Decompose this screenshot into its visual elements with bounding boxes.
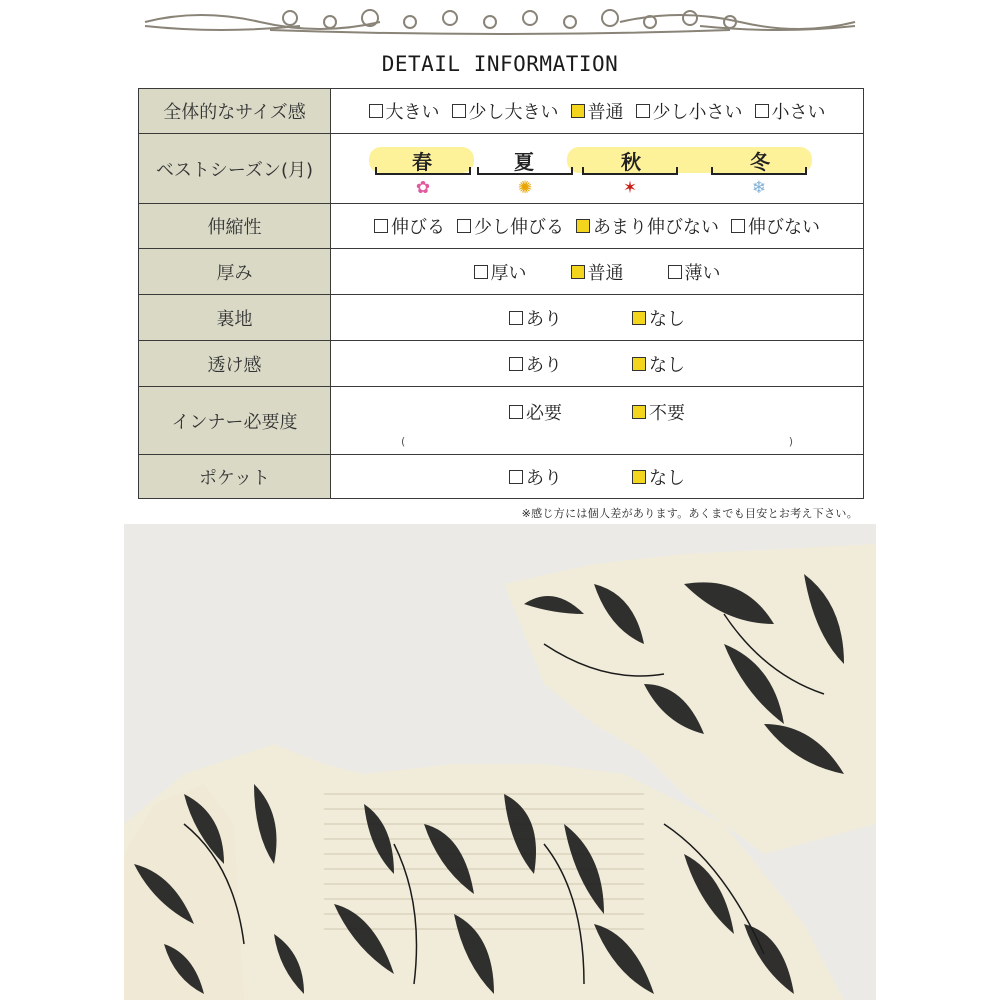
option-item <box>457 213 564 239</box>
option-label: 普通 <box>587 102 624 123</box>
option-item <box>509 464 562 490</box>
option-label: 少し小さい <box>652 102 743 123</box>
value-thickness <box>331 249 864 295</box>
option-label: 伸びない <box>748 217 820 238</box>
option-label: 必要 <box>526 403 562 424</box>
label-sheer: 透け感 <box>139 341 331 387</box>
option-item <box>509 305 562 331</box>
option-item <box>474 259 527 285</box>
options-inner <box>331 399 863 425</box>
option-item <box>576 213 719 239</box>
row-lining <box>139 295 864 341</box>
label-thickness: 厚み <box>139 249 331 295</box>
options-lining <box>331 305 863 331</box>
label-pocket: ポケット <box>139 455 331 499</box>
unchecked-box-icon <box>474 265 488 279</box>
cherry-blossom-icon: ✿ <box>415 178 431 198</box>
value-stretch <box>331 204 864 249</box>
option-item <box>731 213 820 239</box>
unchecked-box-icon <box>509 470 523 484</box>
row-size <box>139 89 864 134</box>
unchecked-box-icon <box>668 265 682 279</box>
option-item <box>632 464 685 490</box>
row-pocket <box>139 455 864 499</box>
option-item <box>571 98 624 124</box>
disclaimer-note: ※感じ方には個人差があります。あくまでも目安とお考え下さい。 <box>521 507 858 520</box>
option-label: なし <box>649 467 685 489</box>
checked-box-icon <box>632 357 646 371</box>
value-season <box>331 134 864 204</box>
option-label: 小さい <box>771 102 826 123</box>
maple-leaf-icon: ✶ <box>622 178 638 198</box>
unchecked-box-icon <box>636 104 650 118</box>
option-item <box>374 213 445 239</box>
value-inner <box>331 387 864 455</box>
options-size <box>331 98 863 124</box>
value-pocket <box>331 455 864 499</box>
unchecked-box-icon <box>755 104 769 118</box>
row-sheer <box>139 341 864 387</box>
row-inner <box>139 387 864 455</box>
unchecked-box-icon <box>452 104 466 118</box>
option-item <box>668 259 721 285</box>
label-season: ベストシーズン(月) <box>139 134 331 204</box>
season-name-autumn: 秋 <box>621 150 641 174</box>
option-item <box>571 259 624 285</box>
option-item <box>369 98 440 124</box>
checked-box-icon <box>632 405 646 419</box>
checked-box-icon <box>632 311 646 325</box>
unchecked-box-icon <box>369 104 383 118</box>
option-label: 大きい <box>385 102 440 123</box>
unchecked-box-icon <box>457 219 471 233</box>
option-item <box>632 305 685 331</box>
option-label: あり <box>526 467 562 489</box>
detail-table <box>138 88 864 499</box>
option-item <box>509 351 562 377</box>
snowflake-icon: ❄ <box>751 178 767 198</box>
option-item <box>509 399 562 425</box>
label-stretch: 伸縮性 <box>139 204 331 249</box>
page-title: DETAIL INFORMATION <box>381 52 619 76</box>
season-bracket-autumn <box>582 167 678 175</box>
option-label: 厚い <box>490 262 527 284</box>
paren-close: ) <box>788 435 793 448</box>
row-stretch <box>139 204 864 249</box>
option-label: 不要 <box>649 403 685 424</box>
label-size: 全体的なサイズ感 <box>139 89 331 134</box>
checked-box-icon <box>632 470 646 484</box>
label-inner: インナー必要度 <box>139 387 331 455</box>
season-bracket-winter <box>711 167 807 175</box>
season-chart <box>331 137 863 200</box>
option-item <box>636 98 743 124</box>
product-photo <box>124 524 876 1000</box>
checked-box-icon <box>571 265 585 279</box>
season-bracket-spring <box>375 167 471 175</box>
checked-box-icon <box>571 104 585 118</box>
label-lining: 裏地 <box>139 295 331 341</box>
option-item <box>452 98 559 124</box>
option-label: なし <box>649 308 685 330</box>
option-label: なし <box>649 354 685 376</box>
row-season <box>139 134 864 204</box>
unchecked-box-icon <box>731 219 745 233</box>
unchecked-box-icon <box>509 357 523 371</box>
unchecked-box-icon <box>374 219 388 233</box>
option-label: あまり伸びない <box>593 217 719 238</box>
option-label: 少し伸びる <box>474 217 564 238</box>
row-thickness <box>139 249 864 295</box>
option-item <box>632 399 685 425</box>
season-name-spring: 春 <box>412 150 432 174</box>
options-pocket <box>331 464 863 490</box>
decorative-ornament <box>140 4 860 40</box>
option-label: 薄い <box>684 262 721 284</box>
season-bracket-summer <box>477 167 573 175</box>
option-item <box>632 351 685 377</box>
option-label: 普通 <box>587 262 624 284</box>
options-sheer <box>331 351 863 377</box>
season-name-summer: 夏 <box>514 150 534 174</box>
option-item <box>755 98 826 124</box>
checked-box-icon <box>576 219 590 233</box>
paren-open: ( <box>401 435 406 448</box>
product-image <box>124 524 876 1000</box>
options-stretch <box>331 213 863 239</box>
value-size <box>331 89 864 134</box>
option-label: あり <box>526 354 562 376</box>
option-label: 少し大きい <box>468 102 559 123</box>
option-label: あり <box>526 308 562 330</box>
season-name-winter: 冬 <box>750 150 770 174</box>
sunflower-icon: ✺ <box>517 178 533 198</box>
options-thickness <box>331 259 863 285</box>
unchecked-box-icon <box>509 311 523 325</box>
value-lining <box>331 295 864 341</box>
unchecked-box-icon <box>509 405 523 419</box>
option-label: 伸びる <box>391 217 445 238</box>
value-sheer <box>331 341 864 387</box>
